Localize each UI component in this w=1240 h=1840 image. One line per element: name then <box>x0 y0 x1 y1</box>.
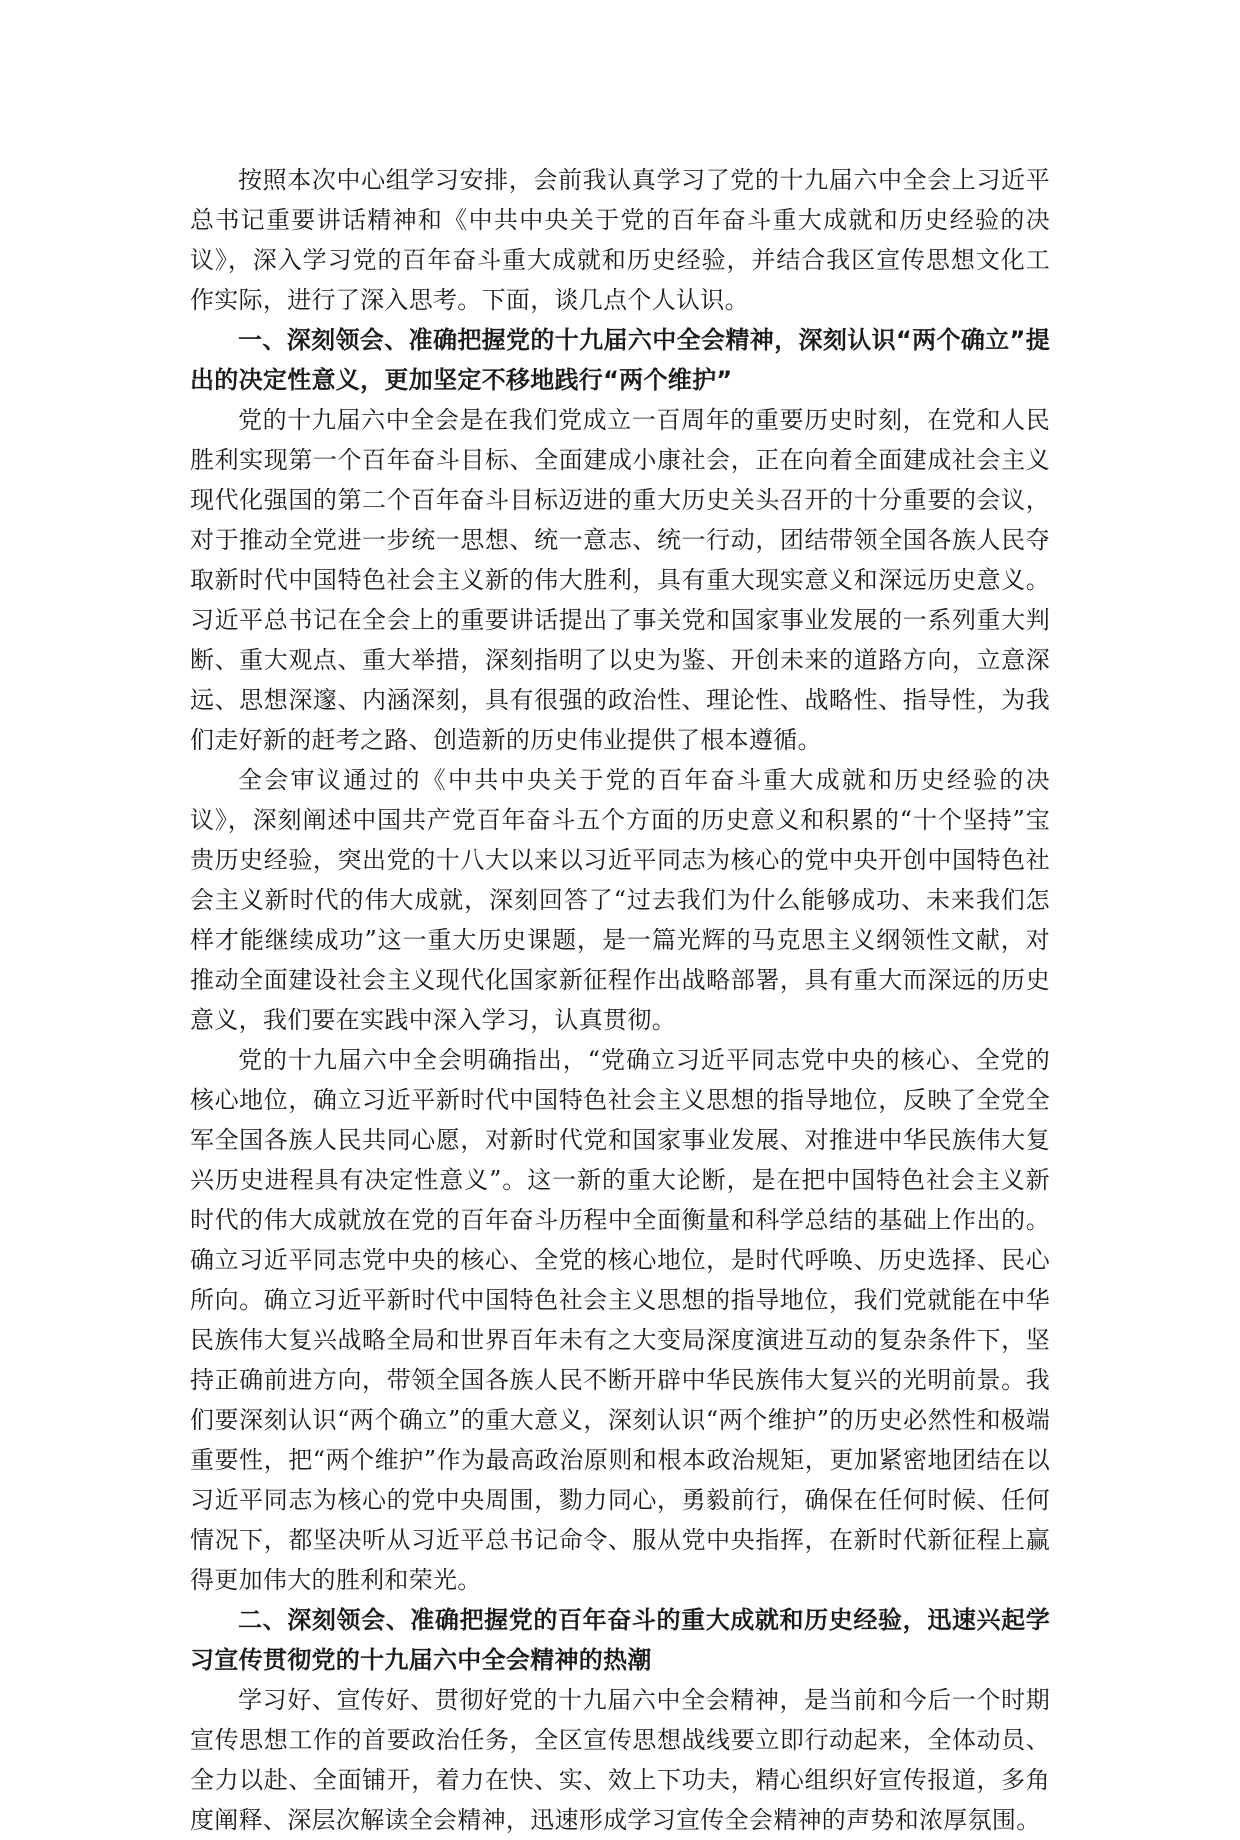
document-body <box>190 160 1050 1840</box>
body-paragraph: 党的十九届六中全会是在我们党成立一百周年的重要历史时刻，在党和人民胜利实现第一个百年奋斗目标、全面建成小康社会，正在向着全面建成社会主义现代化强国的第二个百年奋斗目标迈进的重大历史关头召开的十分重要的会议，对于推动全党进一步统一思想、统一意志、统一行动，团结带领全国各族人民夺取新时代中国特色社会主义新的伟大胜利，具有重大现实意义和深远历史意义。习近平总书记在全会上的重要讲话提出了事关党和国家事业发展的一系列重大判断、重大观点、重大举措，深刻指明了以史为鉴、开创未来的道路方向，立意深远、思想深邃、内涵深刻，具有很强的政治性、理论性、战略性、指导性，为我们走好新的赶考之路、创造新的历史伟业提供了根本遵循。 <box>190 406 1050 754</box>
section-heading-1: 一、深刻领会、准确把握党的十九届六中全会精神，深刻认识“两个确立”提出的决定性意义，更加坚定不移地践行“两个维护” <box>190 326 1050 394</box>
section-heading-2: 二、深刻领会、准确把握党的百年奋斗的重大成就和历史经验，迅速兴起学习宣传贯彻党的十九届六中全会精神的热潮 <box>190 1606 1050 1674</box>
body-paragraph: 学习好、宣传好、贯彻好党的十九届六中全会精神，是当前和今后一个时期宣传思想工作的首要政治任务，全区宣传思想战线要立即行动起来，全体动员、全力以赴、全面铺开，着力在快、实、效上下功夫，精心组织好宣传报道，多角度阐释、深层次解读全会精神，迅速形成学习宣传全会精神的声势和浓厚氛围。 <box>190 1686 1050 1834</box>
intro-paragraph: 按照本次中心组学习安排，会前我认真学习了党的十九届六中全会上习近平总书记重要讲话精神和《中共中央关于党的百年奋斗重大成就和历史经验的决议》，深入学习党的百年奋斗重大成就和历史经验，并结合我区宣传思想文化工作实际，进行了深入思考。下面，谈几点个人认识。 <box>190 166 1050 314</box>
body-paragraph: 全会审议通过的《中共中央关于党的百年奋斗重大成就和历史经验的决议》，深刻阐述中国共产党百年奋斗五个方面的历史意义和积累的“十个坚持”宝贵历史经验，突出党的十八大以来以习近平同志为核心的党中央开创中国特色社会主义新时代的伟大成就，深刻回答了“过去我们为什么能够成功、未来我们怎样才能继续成功”这一重大历史课题，是一篇光辉的马克思主义纲领性文献，对推动全面建设社会主义现代化国家新征程作出战略部署，具有重大而深远的历史意义，我们要在实践中深入学习，认真贯彻。 <box>190 766 1050 1034</box>
body-paragraph: 党的十九届六中全会明确指出，“党确立习近平同志党中央的核心、全党的核心地位，确立习近平新时代中国特色社会主义思想的指导地位，反映了全党全军全国各族人民共同心愿，对新时代党和国家事业发展、对推进中华民族伟大复兴历史进程具有决定性意义”。这一新的重大论断，是在把中国特色社会主义新时代的伟大成就放在党的百年奋斗历程中全面衡量和科学总结的基础上作出的。确立习近平同志党中央的核心、全党的核心地位，是时代呼唤、历史选择、民心所向。确立习近平新时代中国特色社会主义思想的指导地位，我们党就能在中华民族伟大复兴战略全局和世界百年未有之大变局深度演进互动的复杂条件下，坚持正确前进方向，带领全国各族人民不断开辟中华民族伟大复兴的光明前景。我们要深刻认识“两个确立”的重大意义，深刻认识“两个维护”的历史必然性和极端重要性，把“两个维护”作为最高政治原则和根本政治规矩，更加紧密地团结在以习近平同志为核心的党中央周围，勠力同心，勇毅前行，确保在任何时候、任何情况下，都坚决听从习近平总书记命令、服从党中央指挥，在新时代新征程上赢得更加伟大的胜利和荣光。 <box>190 1046 1050 1594</box>
